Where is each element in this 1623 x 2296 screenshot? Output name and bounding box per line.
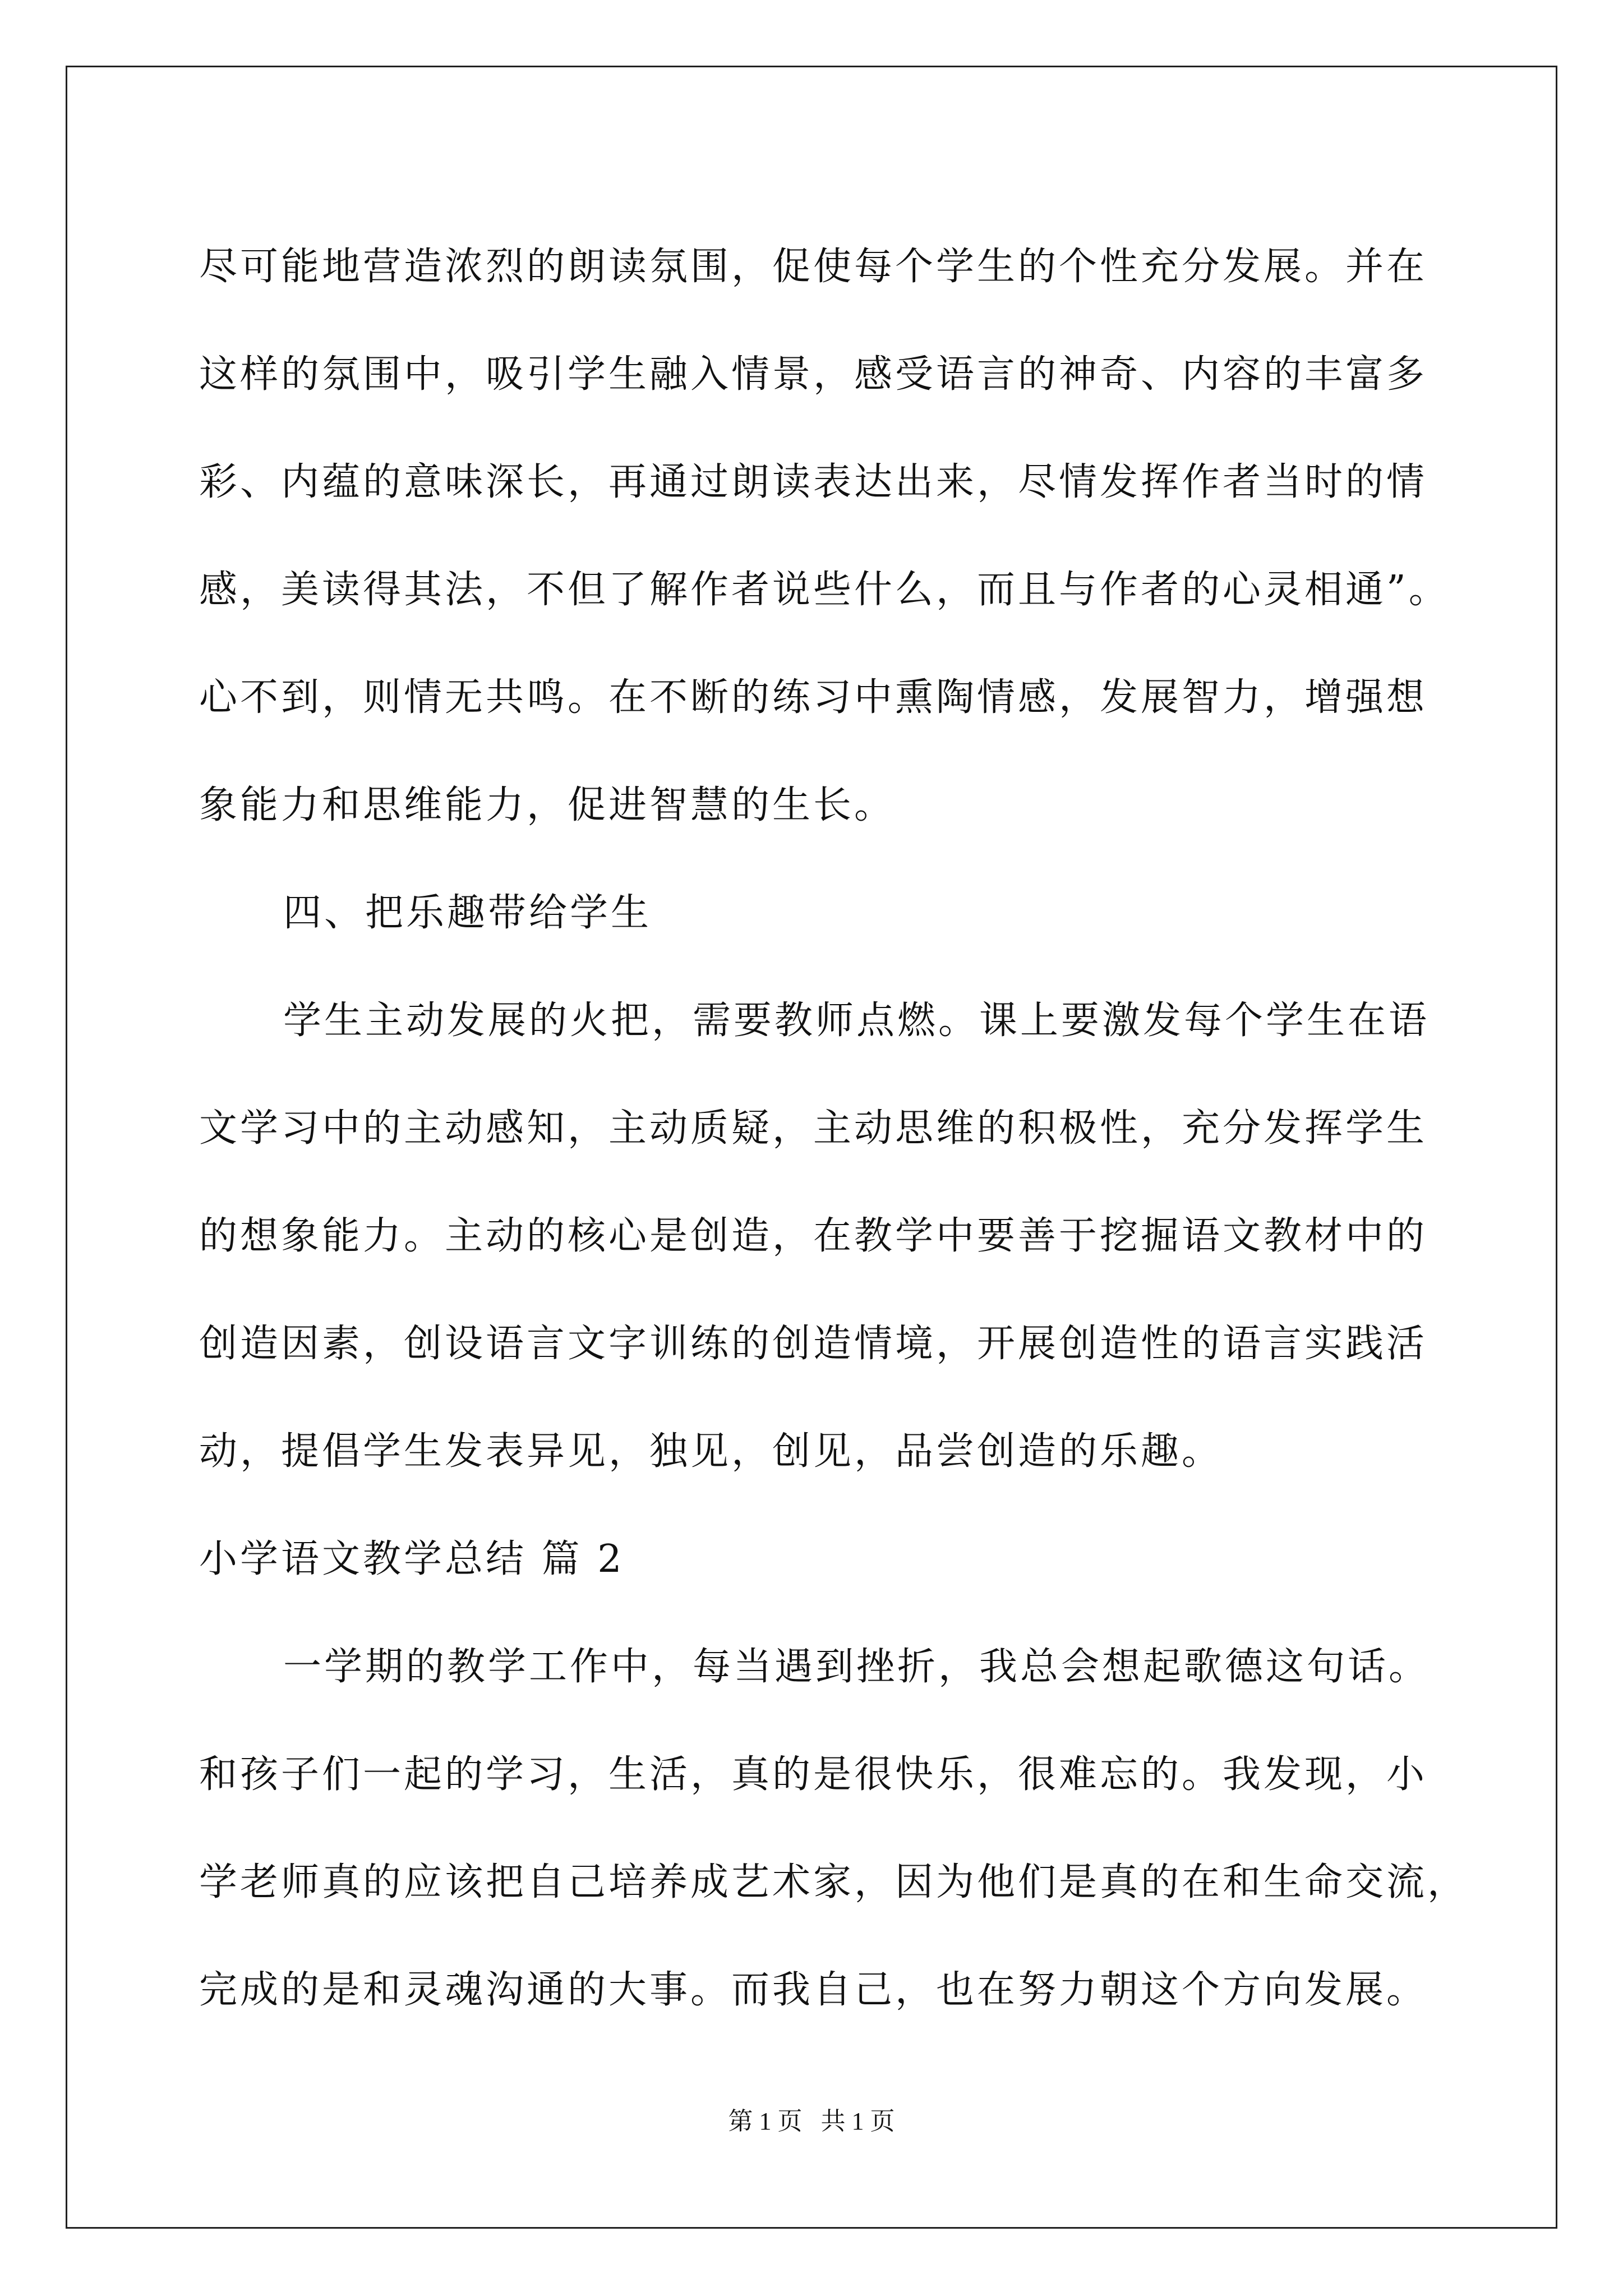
- text-line: 象能力和思维能力，促进智慧的生长。: [199, 783, 896, 827]
- text-line: 彩、内蕴的意味深长，再通过朗读表达出来，尽情发挥作者当时的情: [199, 460, 1428, 504]
- text-line: 创造因素，创设语言文字训练的创造情境，开展创造性的语言实践活: [199, 1322, 1428, 1366]
- text-line: 文学习中的主动感知，主动质疑，主动思维的积极性，充分发挥学生: [199, 1106, 1428, 1151]
- text-line: 学生主动发展的火把，需要教师点燃。课上要激发每个学生在语: [283, 999, 1430, 1043]
- text-line: 学老师真的应该把自己培养成艺术家，因为他们是真的在和生命交流，: [199, 1860, 1469, 1904]
- text-line: 尽可能地营造浓烈的朗读氛围，促使每个学生的个性充分发展。并在: [199, 245, 1428, 289]
- page-footer: 第 1 页 共 1 页: [728, 2108, 895, 2135]
- text-line: 动，提倡学生发表异见，独见，创见，品尝创造的乐趣。: [199, 1429, 1223, 1474]
- text-line: 和孩子们一起的学习，生活，真的是很快乐，很难忘的。我发现，小: [199, 1752, 1428, 1797]
- text-line: 这样的氛围中，吸引学生融入情景，感受语言的神奇、内容的丰富多: [199, 352, 1428, 397]
- text-line: 感，美读得其法，不但了解作者说些什么，而且与作者的心灵相通”。: [199, 568, 1450, 612]
- article-heading: 小学语文教学总结 篇 2: [199, 1537, 625, 1581]
- text-line: 的想象能力。主动的核心是创造，在教学中要善于挖掘语文教材中的: [199, 1214, 1428, 1258]
- text-line: 一学期的教学工作中，每当遇到挫折，我总会想起歌德这句话。: [283, 1645, 1430, 1689]
- text-line: 完成的是和灵魂沟通的大事。而我自己，也在努力朝这个方向发展。: [199, 1968, 1428, 2012]
- section-heading: 四、把乐趣带给学生: [283, 891, 652, 935]
- text-line: 心不到，则情无共鸣。在不断的练习中熏陶情感，发展智力，增强想: [199, 675, 1428, 720]
- document-body: [199, 213, 1469, 2044]
